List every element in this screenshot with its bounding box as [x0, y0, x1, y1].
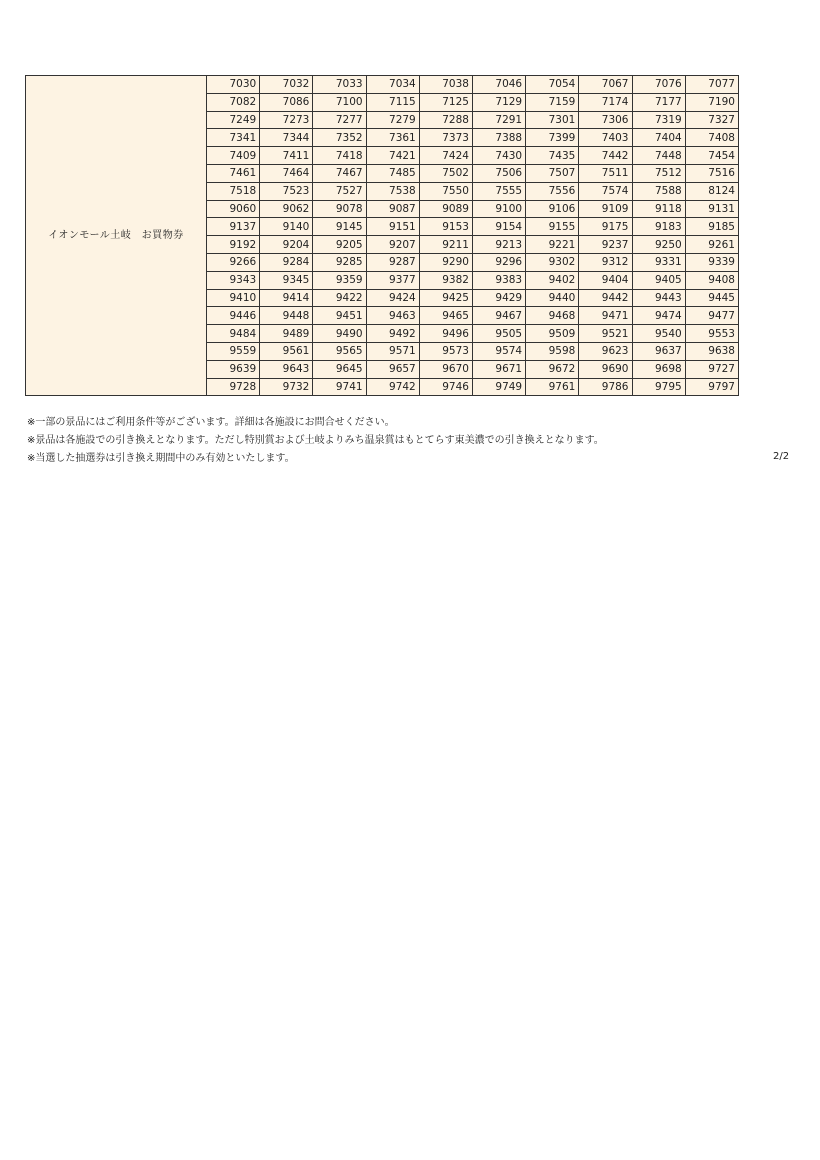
- winning-number-cell: 9100: [472, 200, 525, 218]
- winning-number-cell: 7032: [260, 76, 313, 94]
- winning-number-cell: 9565: [313, 342, 366, 360]
- winning-number-cell: 7388: [472, 129, 525, 147]
- winning-number-cell: 9287: [366, 253, 419, 271]
- winning-number-cell: 9060: [207, 200, 260, 218]
- winning-number-cell: 9140: [260, 218, 313, 236]
- winning-number-cell: 9786: [579, 378, 632, 396]
- winning-number-cell: 9153: [419, 218, 472, 236]
- winning-number-cell: 7485: [366, 164, 419, 182]
- winning-numbers-body: [26, 76, 739, 396]
- winning-number-cell: 9404: [579, 271, 632, 289]
- winning-number-cell: 7442: [579, 147, 632, 165]
- winning-number-cell: 9185: [685, 218, 738, 236]
- winning-number-cell: 9343: [207, 271, 260, 289]
- winning-number-cell: 9429: [472, 289, 525, 307]
- winning-number-cell: 7464: [260, 164, 313, 182]
- winning-number-cell: 7448: [632, 147, 685, 165]
- winning-number-cell: 8124: [685, 182, 738, 200]
- winning-number-cell: 9672: [526, 360, 579, 378]
- winning-number-cell: 9237: [579, 236, 632, 254]
- winning-number-cell: 9250: [632, 236, 685, 254]
- winning-number-cell: 9742: [366, 378, 419, 396]
- winning-number-cell: 9671: [472, 360, 525, 378]
- winning-number-cell: 9670: [419, 360, 472, 378]
- winning-number-cell: 9078: [313, 200, 366, 218]
- winning-number-cell: 9448: [260, 307, 313, 325]
- winning-number-cell: 9540: [632, 325, 685, 343]
- winning-numbers-table-wrap: [25, 75, 739, 396]
- winning-number-cell: 9463: [366, 307, 419, 325]
- table-row: [26, 76, 739, 94]
- prize-name: イオンモール土岐 お買物券: [26, 76, 207, 396]
- winning-number-cell: 9175: [579, 218, 632, 236]
- winning-number-cell: 9467: [472, 307, 525, 325]
- winning-numbers-table: [25, 75, 739, 396]
- winning-number-cell: 9561: [260, 342, 313, 360]
- winning-number-cell: 7159: [526, 93, 579, 111]
- winning-number-cell: 9749: [472, 378, 525, 396]
- winning-number-cell: 9345: [260, 271, 313, 289]
- winning-number-cell: 7174: [579, 93, 632, 111]
- winning-number-cell: 9598: [526, 342, 579, 360]
- winning-number-cell: 7077: [685, 76, 738, 94]
- winning-number-cell: 7033: [313, 76, 366, 94]
- winning-number-cell: 9741: [313, 378, 366, 396]
- winning-number-cell: 9637: [632, 342, 685, 360]
- winning-number-cell: 9490: [313, 325, 366, 343]
- winning-number-cell: 7418: [313, 147, 366, 165]
- winning-number-cell: 9131: [685, 200, 738, 218]
- winning-number-cell: 9443: [632, 289, 685, 307]
- winning-number-cell: 9657: [366, 360, 419, 378]
- winning-number-cell: 7273: [260, 111, 313, 129]
- winning-number-cell: 7404: [632, 129, 685, 147]
- winning-number-cell: 9382: [419, 271, 472, 289]
- notes: [27, 414, 604, 468]
- winning-number-cell: 7373: [419, 129, 472, 147]
- winning-number-cell: 9211: [419, 236, 472, 254]
- winning-number-cell: 9087: [366, 200, 419, 218]
- winning-number-cell: 7467: [313, 164, 366, 182]
- winning-number-cell: 9062: [260, 200, 313, 218]
- winning-number-cell: 9408: [685, 271, 738, 289]
- winning-number-cell: 7129: [472, 93, 525, 111]
- winning-number-cell: 9106: [526, 200, 579, 218]
- winning-number-cell: 9183: [632, 218, 685, 236]
- winning-number-cell: 9266: [207, 253, 260, 271]
- winning-number-cell: 7518: [207, 182, 260, 200]
- winning-number-cell: 9089: [419, 200, 472, 218]
- winning-number-cell: 7352: [313, 129, 366, 147]
- winning-number-cell: 7461: [207, 164, 260, 182]
- winning-number-cell: 9492: [366, 325, 419, 343]
- winning-number-cell: 7319: [632, 111, 685, 129]
- winning-number-cell: 7555: [472, 182, 525, 200]
- note-exchange-location: ※景品は各施設での引き換えとなります。ただし特別賞および土岐よりみち温泉賞はもとてらす東美濃での引き換えとなります。: [27, 435, 604, 446]
- winning-number-cell: 7512: [632, 164, 685, 182]
- winning-number-cell: 9424: [366, 289, 419, 307]
- winning-number-cell: 9559: [207, 342, 260, 360]
- winning-number-cell: 9728: [207, 378, 260, 396]
- winning-number-cell: 7411: [260, 147, 313, 165]
- winning-number-cell: 9574: [472, 342, 525, 360]
- winning-number-cell: 9284: [260, 253, 313, 271]
- winning-number-cell: 7125: [419, 93, 472, 111]
- winning-number-cell: 9645: [313, 360, 366, 378]
- winning-number-cell: 9623: [579, 342, 632, 360]
- winning-number-cell: 9377: [366, 271, 419, 289]
- winning-number-cell: 9402: [526, 271, 579, 289]
- winning-number-cell: 7341: [207, 129, 260, 147]
- winning-number-cell: 9489: [260, 325, 313, 343]
- winning-number-cell: 7556: [526, 182, 579, 200]
- winning-number-cell: 7344: [260, 129, 313, 147]
- winning-number-cell: 9727: [685, 360, 738, 378]
- winning-number-cell: 9732: [260, 378, 313, 396]
- winning-number-cell: 9521: [579, 325, 632, 343]
- winning-number-cell: 9573: [419, 342, 472, 360]
- winning-number-cell: 9477: [685, 307, 738, 325]
- winning-number-cell: 9145: [313, 218, 366, 236]
- winning-number-cell: 9118: [632, 200, 685, 218]
- winning-number-cell: 9205: [313, 236, 366, 254]
- winning-number-cell: 9302: [526, 253, 579, 271]
- winning-number-cell: 9296: [472, 253, 525, 271]
- winning-number-cell: 7516: [685, 164, 738, 182]
- winning-number-cell: 9465: [419, 307, 472, 325]
- winning-number-cell: 9422: [313, 289, 366, 307]
- winning-number-cell: 9553: [685, 325, 738, 343]
- winning-number-cell: 9207: [366, 236, 419, 254]
- winning-number-cell: 9410: [207, 289, 260, 307]
- winning-number-cell: 9221: [526, 236, 579, 254]
- winning-number-cell: 9155: [526, 218, 579, 236]
- winning-number-cell: 7506: [472, 164, 525, 182]
- winning-number-cell: 9261: [685, 236, 738, 254]
- winning-number-cell: 7550: [419, 182, 472, 200]
- winning-number-cell: 7054: [526, 76, 579, 94]
- winning-number-cell: 7301: [526, 111, 579, 129]
- winning-number-cell: 9797: [685, 378, 738, 396]
- winning-number-cell: 9405: [632, 271, 685, 289]
- winning-number-cell: 9638: [685, 342, 738, 360]
- winning-number-cell: 7277: [313, 111, 366, 129]
- note-validity: ※当選した抽選券は引き換え期間中のみ有効といたします。: [27, 453, 295, 464]
- winning-number-cell: 9290: [419, 253, 472, 271]
- winning-number-cell: 7409: [207, 147, 260, 165]
- winning-number-cell: 9698: [632, 360, 685, 378]
- winning-number-cell: 7082: [207, 93, 260, 111]
- winning-number-cell: 9414: [260, 289, 313, 307]
- winning-number-cell: 9509: [526, 325, 579, 343]
- winning-number-cell: 7067: [579, 76, 632, 94]
- winning-number-cell: 9505: [472, 325, 525, 343]
- winning-number-cell: 9339: [685, 253, 738, 271]
- note-conditions: ※一部の景品にはご利用条件等がございます。詳細は各施設にお問合せください。: [27, 417, 395, 428]
- winning-number-cell: 7588: [632, 182, 685, 200]
- winning-number-cell: 9446: [207, 307, 260, 325]
- winning-number-cell: 7523: [260, 182, 313, 200]
- winning-number-cell: 9571: [366, 342, 419, 360]
- winning-number-cell: 7306: [579, 111, 632, 129]
- winning-number-cell: 7288: [419, 111, 472, 129]
- page-number: 2/2: [773, 451, 790, 462]
- winning-number-cell: 9445: [685, 289, 738, 307]
- winning-number-cell: 9496: [419, 325, 472, 343]
- winning-number-cell: 7190: [685, 93, 738, 111]
- winning-number-cell: 7538: [366, 182, 419, 200]
- winning-number-cell: 7249: [207, 111, 260, 129]
- winning-number-cell: 7527: [313, 182, 366, 200]
- winning-number-cell: 7435: [526, 147, 579, 165]
- winning-number-cell: 7408: [685, 129, 738, 147]
- winning-number-cell: 9285: [313, 253, 366, 271]
- winning-number-cell: 9474: [632, 307, 685, 325]
- winning-number-cell: 9425: [419, 289, 472, 307]
- winning-number-cell: 9484: [207, 325, 260, 343]
- winning-number-cell: 9471: [579, 307, 632, 325]
- winning-number-cell: 7100: [313, 93, 366, 111]
- winning-number-cell: 9746: [419, 378, 472, 396]
- winning-number-cell: 7046: [472, 76, 525, 94]
- winning-number-cell: 9451: [313, 307, 366, 325]
- winning-number-cell: 7076: [632, 76, 685, 94]
- winning-number-cell: 9643: [260, 360, 313, 378]
- winning-number-cell: 9442: [579, 289, 632, 307]
- winning-number-cell: 7279: [366, 111, 419, 129]
- winning-number-cell: 9109: [579, 200, 632, 218]
- winning-number-cell: 7086: [260, 93, 313, 111]
- winning-number-cell: 7421: [366, 147, 419, 165]
- winning-number-cell: 9440: [526, 289, 579, 307]
- winning-number-cell: 7507: [526, 164, 579, 182]
- winning-number-cell: 7502: [419, 164, 472, 182]
- winning-number-cell: 9137: [207, 218, 260, 236]
- winning-number-cell: 9639: [207, 360, 260, 378]
- winning-number-cell: 9761: [526, 378, 579, 396]
- winning-number-cell: 7399: [526, 129, 579, 147]
- winning-number-cell: 7430: [472, 147, 525, 165]
- winning-number-cell: 9204: [260, 236, 313, 254]
- winning-number-cell: 7034: [366, 76, 419, 94]
- winning-number-cell: 7454: [685, 147, 738, 165]
- winning-number-cell: 9192: [207, 236, 260, 254]
- winning-number-cell: 9331: [632, 253, 685, 271]
- winning-number-cell: 7511: [579, 164, 632, 182]
- winning-number-cell: 7403: [579, 129, 632, 147]
- winning-number-cell: 9359: [313, 271, 366, 289]
- winning-number-cell: 9213: [472, 236, 525, 254]
- winning-number-cell: 9383: [472, 271, 525, 289]
- winning-number-cell: 7424: [419, 147, 472, 165]
- winning-number-cell: 7327: [685, 111, 738, 129]
- winning-number-cell: 9468: [526, 307, 579, 325]
- winning-number-cell: 7361: [366, 129, 419, 147]
- winning-number-cell: 9690: [579, 360, 632, 378]
- winning-number-cell: 9154: [472, 218, 525, 236]
- winning-number-cell: 7038: [419, 76, 472, 94]
- winning-number-cell: 7291: [472, 111, 525, 129]
- winning-number-cell: 9312: [579, 253, 632, 271]
- winning-number-cell: 7574: [579, 182, 632, 200]
- winning-number-cell: 7177: [632, 93, 685, 111]
- winning-number-cell: 7030: [207, 76, 260, 94]
- winning-number-cell: 9795: [632, 378, 685, 396]
- winning-number-cell: 7115: [366, 93, 419, 111]
- winning-number-cell: 9151: [366, 218, 419, 236]
